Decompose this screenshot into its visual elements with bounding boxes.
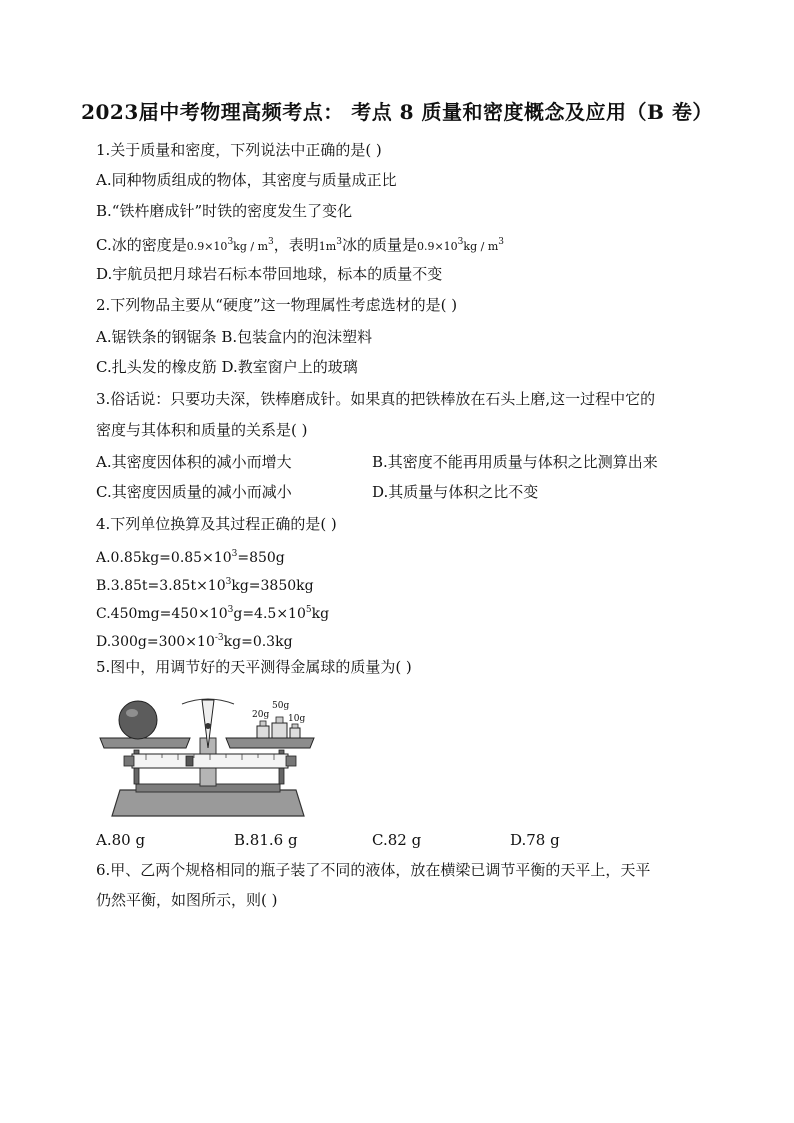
weight-label-20g: 20g bbox=[252, 710, 270, 720]
q2-options-cd: C.扎头发的橡皮筋 D.教室窗户上的玻璃 bbox=[96, 358, 358, 376]
balance-scale-figure bbox=[96, 690, 318, 820]
q1-option-b: B.“铁杵磨成针”时铁的密度发生了变化 bbox=[96, 202, 353, 220]
q4-d-pre: D.300g=300×10 bbox=[96, 634, 215, 650]
q1-c-unit1: kg / m bbox=[233, 240, 269, 253]
q1-stem: 1.关于质量和密度，下列说法中正确的是( ) bbox=[96, 141, 382, 159]
q1-option-c bbox=[96, 232, 504, 257]
q4-option-b bbox=[96, 572, 314, 596]
q3-option-d: D.其质量与体积之比不变 bbox=[372, 483, 539, 501]
q5-option-c: C.82 g bbox=[372, 831, 422, 849]
q1-option-d: D.宇航员把月球岩石标本带回地球，标本的质量不变 bbox=[96, 265, 443, 283]
q3-stem-line2: 密度与其体积和质量的关系是( ) bbox=[96, 421, 308, 439]
q4-option-d bbox=[96, 628, 293, 652]
weight-20g bbox=[257, 726, 269, 738]
q4-c-exp: 3 bbox=[227, 605, 234, 615]
q3-option-c: C.其密度因质量的减小而减小 bbox=[96, 483, 292, 501]
q1-option-a: A.同种物质组成的物体，其密度与质量成正比 bbox=[96, 171, 397, 189]
q4-stem: 4.下列单位换算及其过程正确的是( ) bbox=[96, 515, 337, 533]
q1-c-pre: C.冰的密度是 bbox=[96, 236, 187, 254]
q4-a-exp: 3 bbox=[231, 549, 238, 559]
q4-b-pre: B.3.85t=3.85t×10 bbox=[96, 578, 226, 594]
q5-option-d: D.78 g bbox=[510, 831, 560, 849]
q1-c-val2: 0.9×10 bbox=[416, 240, 458, 253]
metal-ball-highlight bbox=[126, 709, 138, 717]
q3-option-a: A.其密度因体积的减小而增大 bbox=[96, 453, 292, 471]
q1-c-val1: 0.9×10 bbox=[186, 240, 228, 253]
scale-base bbox=[112, 790, 304, 816]
q4-c-mid: g=4.5×10 bbox=[233, 606, 306, 622]
q4-option-a bbox=[96, 544, 285, 568]
q4-d-post: kg=0.3kg bbox=[223, 634, 293, 650]
q2-stem: 2.下列物品主要从“硬度”这一物理属性考虑选材的是( ) bbox=[96, 296, 458, 314]
weight-20g-knob bbox=[260, 721, 266, 726]
q4-b-post: kg=3850kg bbox=[231, 578, 314, 594]
q1-c-exp1: 3 bbox=[227, 237, 234, 247]
q1-c-vol: 1m bbox=[318, 240, 337, 253]
q6-stem-line1: 6.甲、乙两个规格相同的瓶子装了不同的液体，放在横梁已调节平衡的天平上，天平 bbox=[96, 861, 651, 879]
q5-option-a: A.80 g bbox=[96, 831, 146, 849]
weight-label-10g: 10g bbox=[288, 714, 306, 724]
q3-option-b: B.其密度不能再用质量与体积之比测算出来 bbox=[372, 453, 658, 471]
q1-c-exp1b: 3 bbox=[268, 237, 274, 247]
q4-c-post: kg bbox=[311, 606, 330, 622]
weight-50g-knob bbox=[276, 717, 283, 723]
left-balance-nut bbox=[124, 756, 134, 766]
q1-c-exp3: 3 bbox=[457, 237, 464, 247]
q4-c-exp2: 5 bbox=[305, 605, 312, 615]
beam-rider bbox=[186, 756, 193, 766]
q4-a-pre: A.0.85kg=0.85×10 bbox=[96, 550, 232, 566]
q1-c-post: 冰的质量是 bbox=[341, 236, 417, 254]
right-balance-nut bbox=[286, 756, 296, 766]
weight-50g bbox=[272, 723, 287, 738]
q4-d-exp: -3 bbox=[214, 633, 224, 643]
q3-stem-line1: 3.俗话说：只要功夫深，铁棒磨成针。如果真的把铁棒放在石头上磨,这一过程中它的 bbox=[96, 390, 656, 408]
weight-10g bbox=[290, 728, 300, 738]
right-pan bbox=[226, 738, 314, 748]
q2-options-ab: A.锯铁条的钢锯条 B.包装盒内的泡沫塑料 bbox=[96, 328, 373, 346]
left-pan bbox=[100, 738, 190, 748]
q1-c-exp2: 3 bbox=[336, 237, 342, 247]
page-title: 2023届中考物理高频考点： 考点 8 质量和密度概念及应用（B 卷） bbox=[81, 100, 713, 124]
q1-c-exp3b: 3 bbox=[498, 237, 504, 247]
pointer-pivot bbox=[205, 723, 211, 729]
q6-stem-line2: 仍然平衡，如图所示，则( ) bbox=[96, 891, 278, 909]
q1-c-mid: ，表明 bbox=[273, 236, 319, 254]
q4-option-c bbox=[96, 600, 329, 624]
q4-a-post: =850g bbox=[237, 550, 285, 566]
weight-label-50g: 50g bbox=[272, 701, 290, 711]
weight-10g-knob bbox=[292, 724, 298, 728]
q4-c-pre: C.450mg=450×10 bbox=[96, 606, 228, 622]
q1-c-unit2: kg / m bbox=[463, 240, 499, 253]
q5-stem: 5.图中，用调节好的天平测得金属球的质量为( ) bbox=[96, 658, 412, 676]
q5-option-b: B.81.6 g bbox=[234, 831, 298, 849]
metal-ball bbox=[119, 701, 157, 739]
q4-b-exp: 3 bbox=[225, 577, 232, 587]
